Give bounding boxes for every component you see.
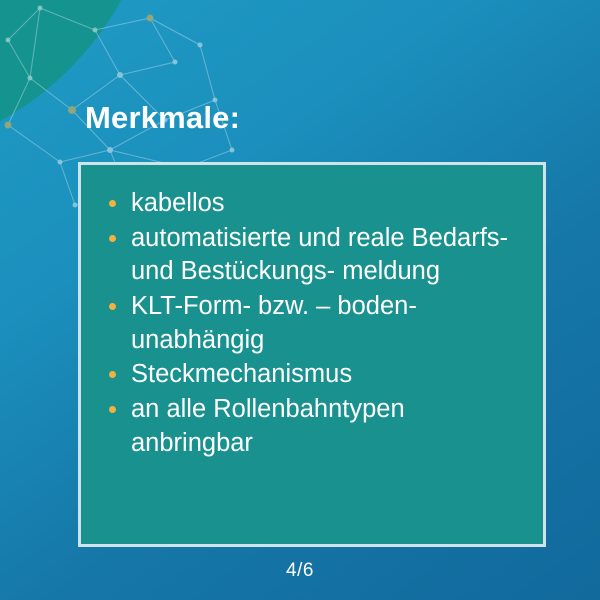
bullet-dot-icon <box>109 200 116 207</box>
list-item-label: KLT-Form- bzw. – boden- unabhängig <box>131 291 417 354</box>
list-item-label: Steckmechanismus <box>131 360 353 389</box>
list-item <box>107 393 517 460</box>
content-box <box>78 162 546 547</box>
feature-list <box>81 165 543 460</box>
bullet-dot-icon <box>109 406 116 413</box>
list-item-label: kabellos <box>131 189 225 217</box>
list-item <box>107 290 517 357</box>
bullet-dot-icon <box>109 371 116 378</box>
list-item <box>107 358 517 392</box>
corner-wedge-inner-decoration <box>0 0 20 20</box>
bullet-dot-icon <box>109 303 116 310</box>
list-item-label: automatisierte und reale Bedarfs- und Bestückungs- meldung <box>131 223 509 286</box>
page-number: 4/6 <box>286 560 314 581</box>
list-item <box>107 187 517 221</box>
corner-wedge-decoration <box>0 0 160 160</box>
page-title: Merkmale: <box>85 100 241 135</box>
bullet-dot-icon <box>109 235 116 242</box>
list-item <box>107 222 517 289</box>
list-item-label: an alle Rollenbahntypen anbringbar <box>131 394 405 457</box>
